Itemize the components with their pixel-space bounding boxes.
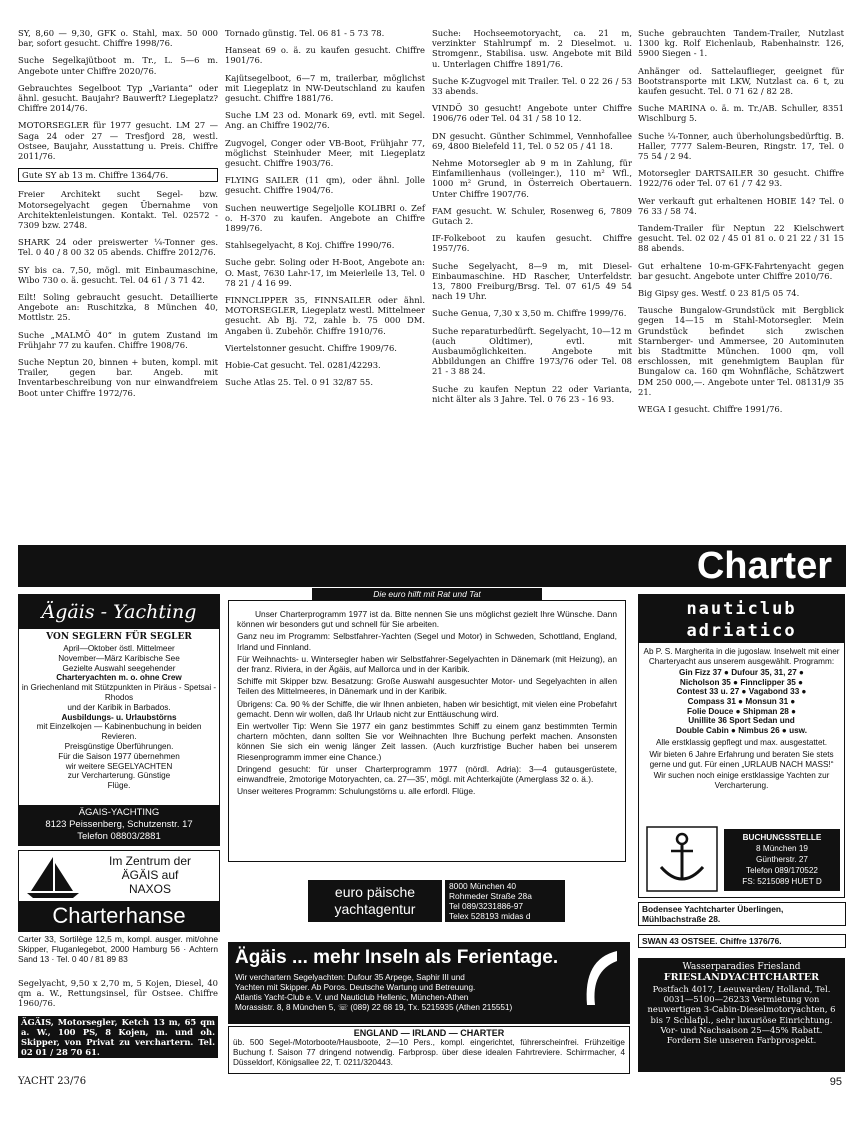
aegais-islands-line: Wir verchartern Segelyachten: Dufour 35 Arpege, Saphir III und xyxy=(235,973,465,982)
nauticlub-office-line: 8 München 19 xyxy=(756,844,808,853)
classified-ad: Motorsegler DARTSAILER 30 gesucht. Chiffre 1922/76 oder Tel. 07 61 / 7 42 93. xyxy=(638,168,844,189)
euro-paragraph: Ein wertvoller Tip: Wenn Sie 1977 ein ganz bestimmtes Schiff zu einem ganz bestimmten Termin chartern möchten, dann sollten Sie vor Weihnachten Ihre Buchung perfekt machen. Ansonsten können Sie sich ein wenig länger Zeit lassen. (Auch kurzfristige Bucher haben bei unserem Riesenprogramm immer eine Chance.) xyxy=(237,721,617,762)
classified-ad: Eilt! Soling gebraucht gesucht. Detaillierte Angebote an: Ruschitzka, 8 München 40, Mottlstr. 25. xyxy=(18,292,218,323)
classified-ad: IF-Folkeboot zu kaufen gesucht. Chiffre 1957/76. xyxy=(432,233,632,254)
charterhanse-ad xyxy=(18,850,220,932)
aegais-company: ÄGAIS-YACHTING xyxy=(78,807,160,818)
classified-ad: Hobie-Cat gesucht. Tel. 0281/42293. xyxy=(225,360,381,371)
classified-ad: Suche MARINA o. ä. m. Tr./AB. Schuller, 8351 Wischlburg 5. xyxy=(638,103,844,124)
euro-address-line: Telex 528193 midas d xyxy=(449,911,531,921)
aegais-yachting-ad xyxy=(18,594,220,846)
nauticlub-name: nauticlub xyxy=(686,599,797,619)
classified-column-3 xyxy=(432,28,632,411)
classified-ad: Suche reparaturbedürft. Segelyacht, 10—12 m (auch Oldtimer), evtl. mit Ausbaumöglichkeiten. Angebote mit Abbildungen an Chiffre 1973/76 oder Tel. 08 21 - 3 88 24. xyxy=(432,325,632,377)
aegais-islands-title: Ägäis ... mehr Inseln als Ferientage. xyxy=(235,947,559,968)
aegais-line: Charteryachten m. o. ohne Crew xyxy=(56,673,182,683)
euro-logo-line: yachtagentur xyxy=(334,901,416,917)
friesland-name: FRIESLANDYACHTCHARTER xyxy=(663,972,820,983)
classified-ad: Zugvogel, Conger oder VB-Boot, Frühjahr 77, möglichst Steinhuder Meer, mit Liegeplatz gesucht. Chiffre 1903/76. xyxy=(225,137,425,169)
euro-paragraph: Unser weiteres Programm: Schulungstörns u. alle erfordl. Flüge. xyxy=(237,786,476,797)
charter-section-title: Charter xyxy=(696,545,832,587)
nauticlub-name: adriatico xyxy=(686,621,797,641)
classified-ad: Tornado günstig. Tel. 06 81 - 5 73 78. xyxy=(225,28,385,38)
classified-ad: Suchen neuwertige Segeljolle KOLIBRI o. Zef o. H-370 zu kaufen. Angebote an Chiffre 1899/76. xyxy=(225,202,425,234)
euro-logo xyxy=(308,880,442,922)
aegais-address: 8123 Peissenberg, Schutzenstr. 17 xyxy=(45,819,193,830)
aegais-line: und der Karibik in Barbados. xyxy=(67,702,171,712)
euro-logo-block xyxy=(308,880,608,922)
aegais-islands-ad xyxy=(228,942,630,1024)
classified-ad: Nehme Motorsegler ab 9 m in Zahlung, für Einfamilienhaus (volleinger.), 110 m² Wfl., 1000 m² Grund, in Österreich Obertauern. Unter Chiffre 1907/76. xyxy=(432,158,632,199)
charterhanse-line: Im Zentrum der xyxy=(108,854,192,868)
classified-ad: Suche „MALMÖ 40“ in gutem Zustand im Frühjahr 77 zu kaufen. Chiffre 1908/76. xyxy=(18,329,218,350)
friesland-text: Postfach 4017, Leeuwarden/ Holland, Tel. 0031—5100—26233 Vermietung von neuwertigen 3-Cabin-Dieselmotoryachten, 6 bis 7 Schlafpl., sehr luxuriöse Einrichtung. Vor- und Nachsaison 25—45% Rabatt. Fordern Sie unseren Farbprospekt. xyxy=(647,984,836,1046)
euro-paragraph: Für Weihnachts- u. Wintersegler haben wir Selbstfahrer-Segelyachten in Dänemark (mit Heizung), an der franz. Riviera, in der Ägäis, auf Mallorca und in der Karibik. xyxy=(237,653,617,675)
aegais-islands-body xyxy=(229,969,629,1013)
classified-ad: Wer verkauft gut erhaltenen HOBIE 14? Tel. 0 76 33 / 58 74. xyxy=(638,195,844,216)
aegais-line: wir weitere SEGELYACHTEN xyxy=(65,761,173,771)
euro-address xyxy=(445,880,565,922)
euro-paragraph: Schiffe mit Skipper bzw. Besatzung: Große Auswahl ausgesuchter Motor- und Segelyachten in allen Teilen des Mittelmeeres, in Dänemark und in der Karibik. xyxy=(237,676,617,697)
euro-paragraph: Ganz neu im Programm: Selbstfahrer-Yachten (Segel und Motor) in Schweden, Schottland, England, Irland und Finnland. xyxy=(237,631,617,652)
classified-ad: Tausche Bungalow-Grundstück mit Bergblick gegen 14—15 m Stahl-Motorsegler. Mein Grundstück befindet sich zwischen Starnberger- und Ammersee, 20 Autominuten bis Stadtmitte München. 1000 qm, voll erschlossen, mit genehmigtem Bauplan für Bungalow ca. 160 qm Wohnfläche, Schätzwert DM 250 000,—. Angebote unter Tel. 08131/9 35 21. xyxy=(638,305,844,397)
aegais-contact xyxy=(19,805,219,845)
classified-ad: SHARK 24 oder preiswerter ¼-Tonner ges. Tel. 0 40 / 8 00 32 05 abends. Chiffre 2012/76. xyxy=(18,237,218,258)
classified-column-4 xyxy=(638,28,844,421)
charter-section-band xyxy=(18,545,846,587)
classified-ad: SY, 8,60 — 9,30, GFK o. Stahl, max. 50 000 bar, sofort gesucht. Chiffre 1998/76. xyxy=(18,28,218,49)
nauticlub-line: Folie Douce ● Shipman 28 ● xyxy=(686,706,797,716)
nauticlub-line: Contest 33 u. 27 ● Vagabond 33 ● xyxy=(676,687,807,697)
charterhanse-line: NAXOS xyxy=(128,882,171,896)
nauticlub-line: Wir bieten 6 Jahre Erfahrung und beraten Sie stets gerne und gut. Für einen „URLAUB NACH MASS!“ xyxy=(649,749,834,769)
euro-paragraph: Übrigens: Ca. 90 % der Schiffe, die wir Ihnen anbieten, haben wir besichtigt, mit vielen eine Probefahrt gemacht. Denn wir wollen, daß Ihr Urlaub nicht zur Enttäuschung wird. xyxy=(237,698,617,719)
classified-ad: DN gesucht. Günther Schimmel, Vennhofallee 69, 4800 Bielefeld 11, Tel. 0 52 05 / 41 18. xyxy=(432,130,632,151)
charterhanse-logo: Charterhanse xyxy=(19,901,219,931)
classified-ad: Anhänger od. Sattelauflieger, geeignet für Bootstransporte mit LKW, Nutzlast ca. 6 t, zu kaufen gesucht. Tel. 0 71 62 / 82 28. xyxy=(638,65,844,97)
classified-ad: Suche K-Zugvogel mit Trailer. Tel. 0 22 26 / 53 33 abends. xyxy=(432,75,632,97)
classified-ad: Suche Neptun 20, binnen + buten, kompl. mit Trailer, gegen bar. Angeb. mit Inventarbeschreibung von nur einwandfreiem Boot unter Chiffre 1972/76. xyxy=(18,357,218,398)
classified-ad: WEGA I gesucht. Chiffre 1991/76. xyxy=(638,404,783,415)
aegais-line: mit Einzelkojen — Kabinenbuchung in beiden Revieren. xyxy=(36,722,202,742)
classified-ad: FLYING SAILER (11 qm), oder ähnl. Jolle gesucht. Chiffre 1904/76. xyxy=(225,175,425,196)
classified-ad: FAM gesucht. W. Schuler, Rosenweg 6, 7809 Gutach 2. xyxy=(432,205,632,227)
euro-address-line: Rohmeder Straße 28a xyxy=(449,891,532,901)
classified-ad: Tandem-Trailer für Neptun 22 Kielschwert gesucht. Tel. 02 02 / 45 01 81 o. 0 21 22 / 31 15 88 abends. xyxy=(638,223,844,254)
sailboat-icon xyxy=(23,855,83,899)
swan-ostsee-ad: SWAN 43 OSTSEE. Chiffre 1376/76. xyxy=(638,934,846,948)
classified-ad: Suche ¼-Tonner, auch überholungsbedürftig. B. Haller, 7777 Salem-Beuren, Ringstr. 17, Tel. 0 75 54 / 2 94. xyxy=(638,130,844,162)
classified-ad: Suche zu kaufen Neptun 22 oder Varianta, nicht älter als 3 Jahre. Tel. 0 76 23 - 16 93. xyxy=(432,383,632,404)
classified-ad: SY bis ca. 7,50, mögl. mit Einbaumaschine, Wibo 730 o. ä. gesucht. Tel. 04 61 / 3 71 42. xyxy=(18,264,218,285)
charterhanse-headline xyxy=(85,854,215,896)
nauticlub-line: Compass 31 ● Monsun 31 ● xyxy=(687,696,796,706)
classified-ad: Suche Genua, 7,30 x 3,50 m. Chiffre 1999/76. xyxy=(432,308,627,319)
aegais-line: Ausbildungs- u. Urlaubstörns xyxy=(61,712,177,722)
aegais-phone: Telefon 08803/2881 xyxy=(77,831,161,842)
classified-ad: Suche: Hochseemotoryacht, ca. 21 m, verzinkter Stahlrumpf m. 2 Dieselmot. u. Stromgenr., Stabilisa. usw. Angebote mit Bild u. Unterlagen Chiffre 1891/76. xyxy=(432,28,632,69)
aegais-islands-line: Atlantis Yacht-Club e. V. und Nauticlub Hellenic, München-Athen xyxy=(235,993,469,1002)
classified-ad: Suche Atlas 25. Tel. 0 91 32/87 55. xyxy=(225,377,374,388)
aegais-line: November—März Karibische See xyxy=(58,653,180,663)
classified-ad: Suche gebr. Soling oder H-Boot, Angebote an: O. Mast, 7630 Lahr-17, im Meierleile 13, Tel. 0 78 21 / 4 16 99. xyxy=(225,257,425,288)
classified-ad: Kajütsegelboot, 6—7 m, trailerbar, möglichst mit Liegeplatz in NW-Deutschland zu kaufen gesucht. Chiffre 1881/76. xyxy=(225,72,425,104)
classified-ad: Suche Segelkajütboot m. Tr., L. 5—6 m. Angebote unter Chiffre 2020/76. xyxy=(18,55,218,76)
aegais-yachting-logo: Ägäis - Yachting xyxy=(19,595,219,629)
nauticlub-adriatico-ad xyxy=(638,594,845,898)
nauticlub-line: Nicholson 35 ● Finnclipper 35 ● xyxy=(679,677,804,687)
aegais-line: Gezielte Auswahl seegehender xyxy=(62,663,176,673)
anchor-icon xyxy=(647,827,717,891)
euro-yachtagentur-ad xyxy=(228,588,626,921)
nauticlub-booking-office xyxy=(724,829,840,891)
nauticlub-office-line: Telefon 089/170522 xyxy=(746,866,818,875)
nauticlub-body xyxy=(639,643,844,790)
aegais-body xyxy=(19,644,219,791)
bodensee-yachtcharter-ad: Bodensee Yachtcharter Überlingen, Mühlbachstraße 28. xyxy=(638,902,846,926)
euro-address-line: Tel 089/3231886-97 xyxy=(449,901,524,911)
classified-column-1 xyxy=(18,28,218,405)
classified-ad: Suche Segelyacht, 8—9 m, mit Diesel-Einbaumaschine. HD Rascher, Unterfeldstr. 13, 7800 Freiburg/Brsg. Tel. 07 61/5 49 54 nach 19 Uhr. xyxy=(432,260,632,302)
aegais-heading: VON SEGLERN FÜR SEGLER xyxy=(46,632,192,642)
classified-ad: Hanseat 69 o. ä. zu kaufen gesucht. Chiffre 1901/76. xyxy=(225,45,425,66)
aegais-line: Preisgünstige Überführungen. xyxy=(64,741,174,751)
page-footer-magazine: YACHT 23/76 xyxy=(18,1076,87,1087)
nauticlub-line: Ab P. S. Margherita in die jugoslaw. Inselwelt mit einer Charteryacht aus unserem ausgewählt. Programm: xyxy=(643,647,840,666)
nauticlub-line: Wir suchen noch einige erstklassige Yachten zur Vercharterung. xyxy=(653,771,830,790)
classified-ad: Segelyacht, 9,50 x 2,70 m, 5 Kojen, Diesel, 40 qm a. W., Rettungsinsel, für Ostsee. Chiffre 1960/76. xyxy=(18,978,218,1009)
charterhanse-line: ÄGÄIS auf xyxy=(121,868,179,882)
friesland-yachtcharter-ad xyxy=(638,958,845,1072)
classified-ad: ÄGÄIS, Motorsegler, Ketch 13 m, 65 qm a. W., 100 PS, 8 Kojen, m. und oh. Skipper, von Privat zu verchartern. Tel. 02 01 / 28 70 61. xyxy=(18,1016,218,1059)
aegais-line: Für die Saison 1977 übernehmen xyxy=(58,751,180,761)
page-number: 95 xyxy=(829,1076,842,1088)
aegais-line: Flüge. xyxy=(107,781,131,791)
classified-ad: Freier Architekt sucht Segel- bzw. Motorsegelyacht gegen Übernahme von Architektenleistungen. Kontakt. Tel. 02572 - 7309 bzw. 2748. xyxy=(18,189,218,231)
classified-ad: Viertelstonner gesucht. Chiffre 1909/76. xyxy=(225,342,397,353)
nauticlub-line: Double Cabin ● Nimbus 26 ● usw. xyxy=(675,725,808,735)
classified-ad: Gebrauchtes Segelboot Typ „Varianta“ oder ähnl. gesucht. Baujahr? Bauwerft? Liegeplatz? Chiffre 2014/76. xyxy=(18,82,218,114)
wave-icon xyxy=(577,949,623,1007)
classified-column-2 xyxy=(225,28,425,394)
charterhanse-text: Carter 33, Sortilège 12,5 m, kompl. ausger. mit/ohne Skipper, Fluganlegebot, 2000 Hamburg 56 · Achtern Sand 13 · Tel. 0 40 / 81 89 83 xyxy=(18,934,218,965)
friesland-tagline: Wasserparadies Friesland xyxy=(682,962,801,972)
euro-tagline: Die euro hilft mit Rat und Tat xyxy=(312,588,542,601)
euro-paragraph: Dringend gesucht: für unser Charterprogramm 1977 (nördl. Adria): 3—4 gutausgerüstete, einwandfreie, 2motorige Motoryachten, ca. 27—35', mögl. mit Achterkajüte (Amerglass 32 o. ä.). xyxy=(237,763,617,785)
nauticlub-office-line: FS: 5215089 HUET D xyxy=(742,877,822,886)
nauticlub-office-line: Güntherstr. 27 xyxy=(756,855,808,864)
classified-ad: Suche LM 23 od. Monark 69, evtl. mit Segel. Ang. an Chiffre 1902/76. xyxy=(225,110,425,131)
aegais-islands-line: Yachten mit Skipper. Ab Poros. Deutsche Wartung und Betreuung. xyxy=(235,983,476,992)
classified-ad: VINDÖ 30 gesucht! Angebote unter Chiffre 1906/76 oder Tel. 04 31 / 58 10 12. xyxy=(432,103,632,124)
nauticlub-line: Unillite 36 Sport Sedan und xyxy=(688,716,795,726)
classified-ad: Gute SY ab 13 m. Chiffre 1364/76. xyxy=(18,168,218,182)
small-ads-left xyxy=(18,978,218,1065)
aegais-line: April—Oktober östl. Mittelmeer xyxy=(63,644,175,653)
classified-ad: Stahlsegelyacht, 8 Koj. Chiffre 1990/76. xyxy=(225,240,395,251)
classified-ad: Suche gebrauchten Tandem-Trailer, Nutzlast 1300 kg. Rolf Eichenlaub, Rabenhainstr. 126, 5900 Siegen - 1. xyxy=(638,28,844,59)
aegais-line: in Griechenland mit Stützpunkten in Piräus - Spetsai - Rhodos xyxy=(21,683,217,702)
england-text: üb. 500 Segel-/Motorboote/Hausboote, 2—10 Pers., kompl. eingerichtet, führerscheinfrei. Frühzeitige Buchung f. Saison 77 dringend notwendig. Farbprosp. über diese idealen Fahrtreviere. Schirrmacher, 4 Düsseldorf, Königsallee 22, T. 0211/320443. xyxy=(233,1038,625,1067)
classified-ad: MOTORSEGLER für 1977 gesucht. LM 27 — Saga 24 oder 27 — Tresfjord 28, westl. Ostsee, Baujahr, Ausstattung u. Preis. Chiffre 2011/76. xyxy=(18,120,218,162)
euro-paragraph: Unser Charterprogramm 1977 ist da. Bitte nennen Sie uns möglichst gezielt Ihre Wünsche. Dann können wir besonders gut und schnell für Sie arbeiten. xyxy=(237,609,617,630)
nauticlub-office-line: BUCHUNGSSTELLE xyxy=(742,833,822,842)
aegais-line: zur Vercharterung. Günstige xyxy=(67,771,171,781)
euro-logo-line: euro päische xyxy=(334,884,416,900)
classified-ad: Gut erhaltene 10-m-GFK-Fahrtenyacht gegen bar gesucht. Angebote unter Chiffre 2010/76. xyxy=(638,260,844,281)
euro-address-line: 8000 München 40 xyxy=(449,881,517,891)
aegais-islands-line: Morassistr. 8, 8 München 5, ☏ (089) 22 68 19, Tx. 5215935 (Athen 215551) xyxy=(235,1003,513,1012)
nauticlub-line: Gin Fizz 37 ● Dufour 35, 31, 27 ● xyxy=(678,668,804,678)
classified-ad: FINNCLIPPER 35, FINNSAILER oder ähnl. MOTORSEGLER, Liegeplatz westl. Mittelmeer gesucht. Ab Bj. 72, zahle b. 75 000 DM. Angaben ü. Zubehör. Chiffre 1910/76. xyxy=(225,295,425,336)
england-title: ENGLAND — IRLAND — CHARTER xyxy=(353,1028,505,1038)
england-irland-charter-ad xyxy=(228,1026,630,1074)
nauticlub-line: Alle erstklassig gepflegt und max. ausgestattet. xyxy=(655,738,828,748)
classified-ad: Big Gipsy ges. Westf. 0 23 81/5 05 74. xyxy=(638,288,800,299)
nauticlub-logo xyxy=(639,595,844,643)
euro-body xyxy=(228,600,626,862)
